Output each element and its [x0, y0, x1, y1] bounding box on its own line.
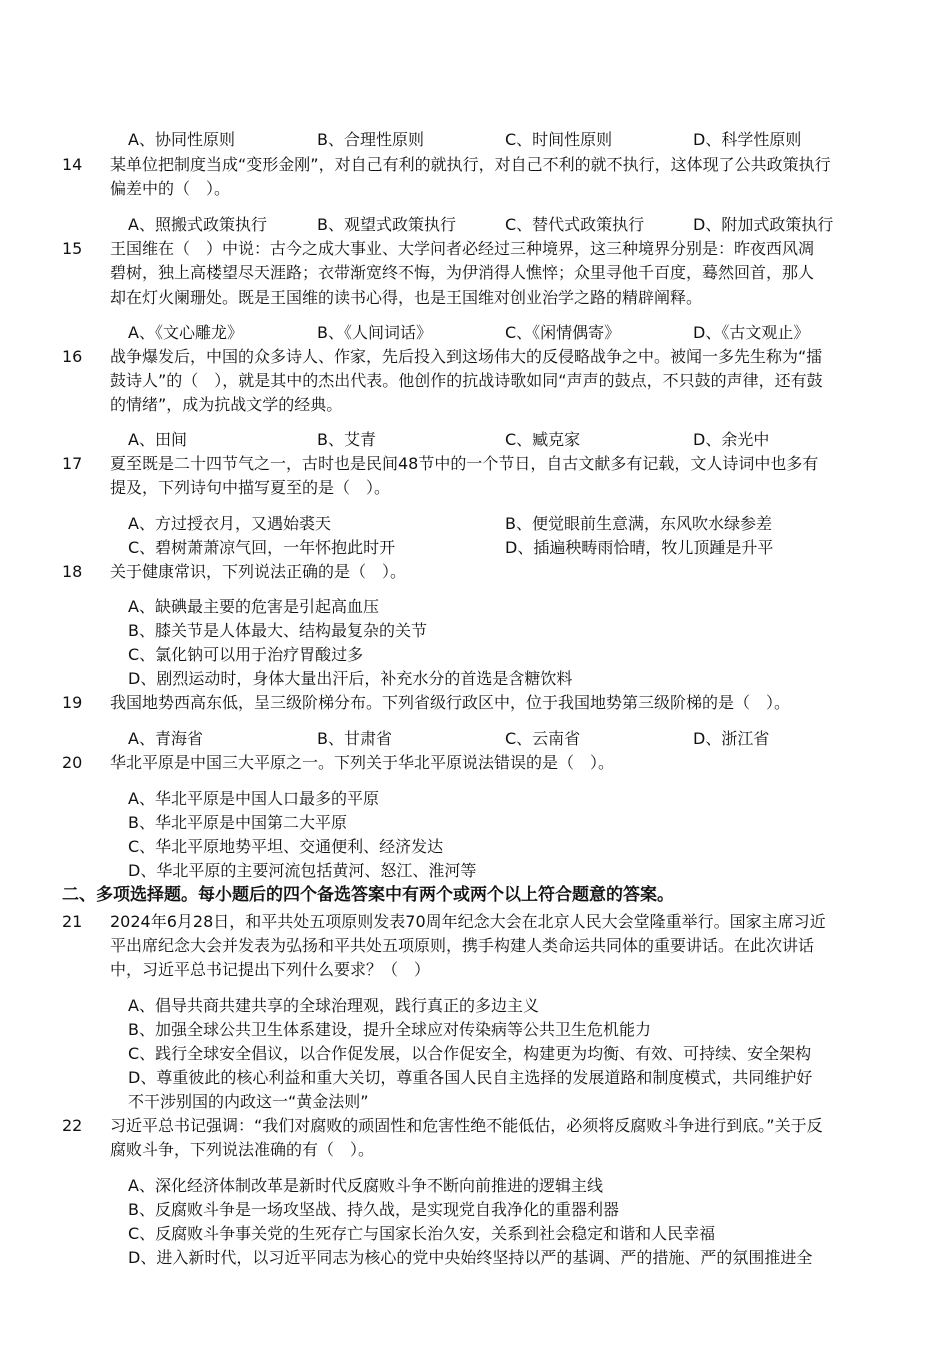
- question-number: 19: [62, 693, 83, 712]
- option-d: D、浙江省: [693, 729, 770, 748]
- option-c: C、华北平原地势平坦、交通便利、经济发达: [128, 837, 444, 856]
- option-b: B、艾青: [317, 430, 376, 449]
- question-stem: 的情绪”，成为抗战文学的经典。: [110, 395, 343, 414]
- option-b: B、膝关节是人体最大、结构最复杂的关节: [128, 621, 427, 640]
- question-stem: 习近平总书记强调：“我们对腐败的顽固性和危害性绝不能低估，必须将反腐败斗争进行到底。”关于反: [110, 1116, 823, 1135]
- question-stem: 腐败斗争，下列说法准确的有（ ）。: [110, 1140, 375, 1159]
- option-b: B、加强全球公共卫生体系建设，提升全球应对传染病等公共卫生危机能力: [128, 1020, 651, 1039]
- section-heading: 二、多项选择题。每小题后的四个备选答案中有两个或两个以上符合题意的答案。: [62, 885, 674, 905]
- question-stem: 华北平原是中国三大平原之一。下列关于华北平原说法错误的是（ ）。: [110, 753, 615, 772]
- question-number: 22: [62, 1116, 83, 1135]
- question-stem: 夏至既是二十四节气之一，古时也是民间48节中的一个节日，自古文献多有记载，文人诗词中也多有: [110, 454, 819, 473]
- option-a: A、田间: [128, 430, 187, 449]
- option-a: A、倡导共商共建共享的全球治理观，践行真正的多边主义: [128, 996, 539, 1015]
- question-number: 21: [62, 912, 83, 931]
- question-stem: 我国地势西高东低，呈三级阶梯分布。下列省级行政区中，位于我国地势第三级阶梯的是（ ）。: [110, 693, 791, 712]
- option-a: A、深化经济体制改革是新时代反腐败斗争不断向前推进的逻辑主线: [128, 1176, 603, 1195]
- question-stem: 2024年6月28日，和平共处五项原则发表70周年纪念大会在北京人民大会堂隆重举行。国家主席习近: [110, 912, 826, 931]
- option-d: D、剧烈运动时，身体大量出汗后，补充水分的首选是含糖饮料: [128, 669, 573, 688]
- option-c: C、反腐败斗争事关党的生死存亡与国家长治久安，关系到社会稳定和谐和人民幸福: [128, 1224, 716, 1243]
- question-stem: 关于健康常识，下列说法正确的是（ ）。: [110, 562, 407, 581]
- option-c: C、碧树萧萧凉气回，一年怀抱此时开: [128, 538, 396, 557]
- option-b: B、甘肃省: [317, 729, 392, 748]
- option-b: B、华北平原是中国第二大平原: [128, 813, 347, 832]
- option-d: D、华北平原的主要河流包括黄河、怒江、淮河等: [128, 861, 477, 880]
- question-number: 15: [62, 239, 83, 258]
- option-d: D、插遍秧畴雨恰晴，牧儿顶踵是升平: [505, 538, 774, 557]
- question-stem: 却在灯火阑珊处。既是王国维的读书心得，也是王国维对创业治学之路的精辟阐释。: [110, 288, 703, 307]
- option-c: C、践行全球安全倡议，以合作促发展，以合作促安全，构建更为均衡、有效、可持续、安全架构: [128, 1044, 812, 1063]
- option-b: B、观望式政策执行: [317, 215, 456, 234]
- option-d: D、《古文观止》: [693, 323, 810, 342]
- option-b: B、便觉眼前生意满，东风吹水绿参差: [505, 514, 772, 533]
- question-stem: 王国维在（ ）中说：古今之成大事业、大学问者必经过三种境界，这三种境界分别是：昨夜西风凋: [110, 239, 815, 258]
- option-a: A、华北平原是中国人口最多的平原: [128, 789, 379, 808]
- question-number: 16: [62, 347, 83, 366]
- question-stem: 某单位把制度当成“变形金刚”，对自己有利的就执行，对自己不利的就不执行，这体现了公共政策执行: [110, 155, 831, 174]
- question-stem: 战争爆发后，中国的众多诗人、作家，先后投入到这场伟大的反侵略战争之中。被闻一多先生称为“擂: [110, 347, 823, 366]
- option-b: B、《人间词话》: [317, 323, 432, 342]
- option-a: A、《文心雕龙》: [128, 323, 243, 342]
- question-stem: 碧树，独上高楼望尽天涯路；衣带渐宽终不悔，为伊消得人憔悴；众里寻他千百度，蓦然回首，那人: [110, 263, 815, 282]
- option-a: A、方过授衣月，又遇始裘天: [128, 514, 331, 533]
- question-number: 17: [62, 454, 83, 473]
- option-c: C、臧克家: [505, 430, 581, 449]
- option-c: C、时间性原则: [505, 130, 613, 149]
- option-d: D、余光中: [693, 430, 770, 449]
- option-d-continued: 不干涉别国的内政这一“黄金法则”: [128, 1092, 369, 1111]
- question-number: 20: [62, 753, 83, 772]
- option-d: D、附加式政策执行: [693, 215, 834, 234]
- option-c: C、氯化钠可以用于治疗胃酸过多: [128, 645, 364, 664]
- question-number: 18: [62, 562, 83, 581]
- option-c: C、替代式政策执行: [505, 215, 645, 234]
- question-stem: 偏差中的（ ）。: [110, 179, 231, 198]
- question-stem: 平出席纪念大会并发表为弘扬和平共处五项原则，携手构建人类命运共同体的重要讲话。在此次讲话: [110, 936, 815, 955]
- option-a: A、协同性原则: [128, 130, 235, 149]
- option-d: D、科学性原则: [693, 130, 802, 149]
- option-c: C、《闲情偶寄》: [505, 323, 621, 342]
- option-b: B、合理性原则: [317, 130, 424, 149]
- option-d: D、进入新时代，以习近平同志为核心的党中央始终坚持以严的基调、严的措施、严的氛围推进全: [128, 1248, 813, 1267]
- question-stem: 鼓诗人”的（ ），就是其中的杰出代表。他创作的抗战诗歌如同“声声的鼓点，不只鼓的声律，还有鼓: [110, 371, 823, 390]
- option-c: C、云南省: [505, 729, 581, 748]
- question-stem: 中，习近平总书记提出下列什么要求？（ ）: [110, 960, 431, 979]
- option-b: B、反腐败斗争是一场攻坚战、持久战，是实现党自我净化的重器利器: [128, 1200, 619, 1219]
- option-a: A、缺碘最主要的危害是引起高血压: [128, 597, 379, 616]
- question-stem: 提及，下列诗句中描写夏至的是（ ）。: [110, 478, 391, 497]
- option-d: D、尊重彼此的核心利益和重大关切，尊重各国人民自主选择的发展道路和制度模式，共同维护好: [128, 1068, 813, 1087]
- option-a: A、青海省: [128, 729, 203, 748]
- option-a: A、照搬式政策执行: [128, 215, 267, 234]
- question-number: 14: [62, 155, 83, 174]
